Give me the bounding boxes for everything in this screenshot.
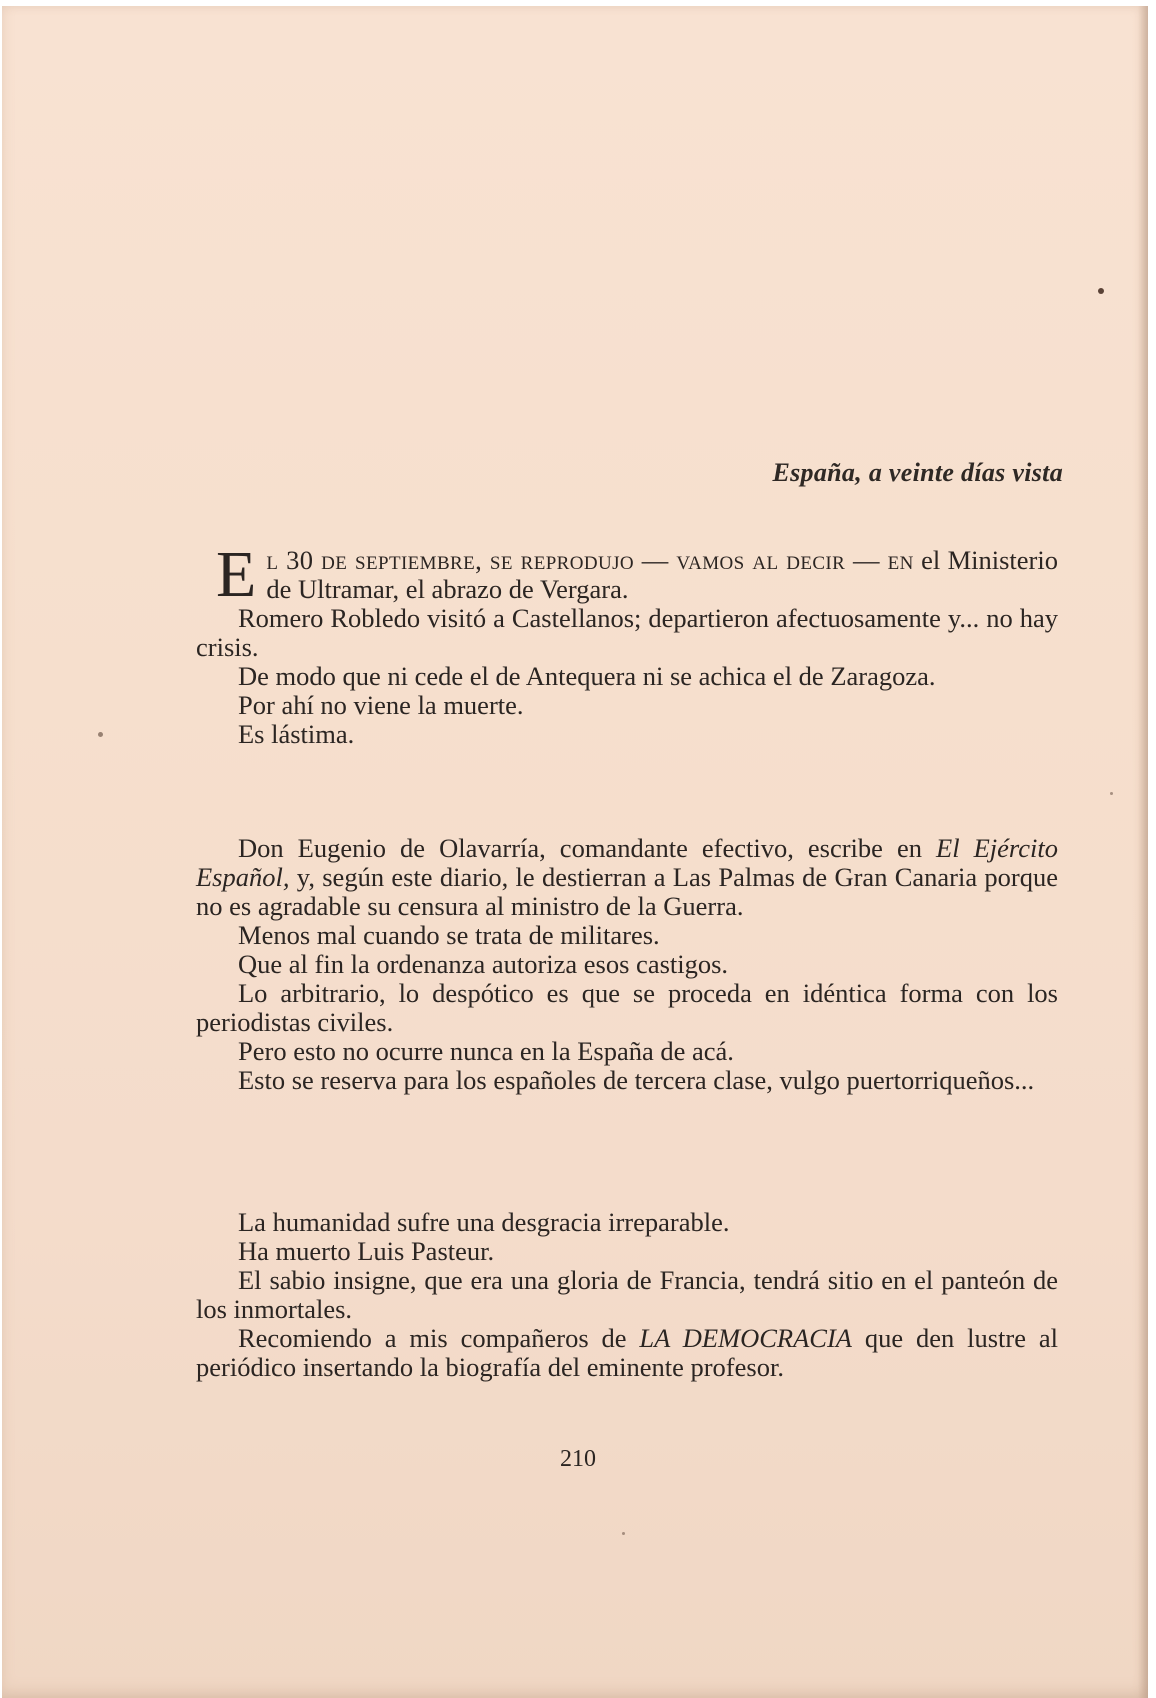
opening-paragraph xyxy=(196,538,1058,611)
page-edge-shadow xyxy=(1138,6,1148,1698)
paragraph: Pero esto no ocurre nunca en la España de acá. xyxy=(238,1036,734,1066)
paragraph: Romero Robledo visitó a Castellanos; departieron afectuosamente y... no hay crisis. xyxy=(196,603,1058,662)
drop-cap: E xyxy=(216,538,257,611)
opening-smallcaps: l 30 de septiembre, se reprodujo — vamos al decir — en xyxy=(266,545,914,575)
text-span: que den lustre al periódico insertando la biografía del eminente profesor. xyxy=(196,1323,1058,1382)
text-span: Don Eugenio de Olavarría, comandante efectivo, escribe en xyxy=(238,833,922,863)
page-number: 210 xyxy=(560,1446,596,1472)
opening-line xyxy=(196,538,1058,611)
running-head: España, a veinte días vista xyxy=(772,458,1063,487)
paper-speck xyxy=(1098,288,1104,294)
entry-olavarria xyxy=(196,834,1058,1095)
paragraph: El sabio insigne, que era una gloria de Francia, tendrá sitio en el panteón de los inmortales. xyxy=(196,1265,1058,1324)
paragraph xyxy=(196,1324,1058,1382)
text-column xyxy=(196,0,1058,1698)
paragraph: Ha muerto Luis Pasteur. xyxy=(238,1236,495,1266)
text-span: y, según este diario, le destierran a Las Palmas de Gran Canaria porque no es agradable su censura al ministro de la Guerra. xyxy=(196,862,1059,921)
paragraph: Lo arbitrario, lo despótico es que se proceda en idéntica forma con los periodistas civiles. xyxy=(196,978,1058,1037)
opening-rest: el Ministerio de Ultramar, el abrazo de Vergara. xyxy=(266,545,1058,604)
paragraph xyxy=(196,834,1058,921)
entry-pasteur xyxy=(196,1208,1058,1382)
paragraph: Esto se reserva para los españoles de tercera clase, vulgo puertorriqueños... xyxy=(238,1065,1035,1095)
newspaper-title: LA DEMOCRACIA xyxy=(639,1323,852,1353)
paragraph: De modo que ni cede el de Antequera ni se achica el de Zaragoza. xyxy=(238,661,936,691)
paragraph: Por ahí no viene la muerte. xyxy=(238,690,524,720)
paper-speck xyxy=(1110,792,1113,795)
paragraph: Es lástima. xyxy=(238,719,355,749)
paragraph: La humanidad sufre una desgracia irreparable. xyxy=(238,1207,730,1237)
entry-ultramar xyxy=(196,538,1058,749)
text-span: Recomiendo a mis compañeros de xyxy=(238,1323,627,1353)
paragraph: Menos mal cuando se trata de militares. xyxy=(238,920,660,950)
paper-speck xyxy=(98,732,103,737)
newspaper-title: El Ejército Español, xyxy=(196,833,1059,892)
paragraph: Que al fin la ordenanza autoriza esos castigos. xyxy=(238,949,729,979)
